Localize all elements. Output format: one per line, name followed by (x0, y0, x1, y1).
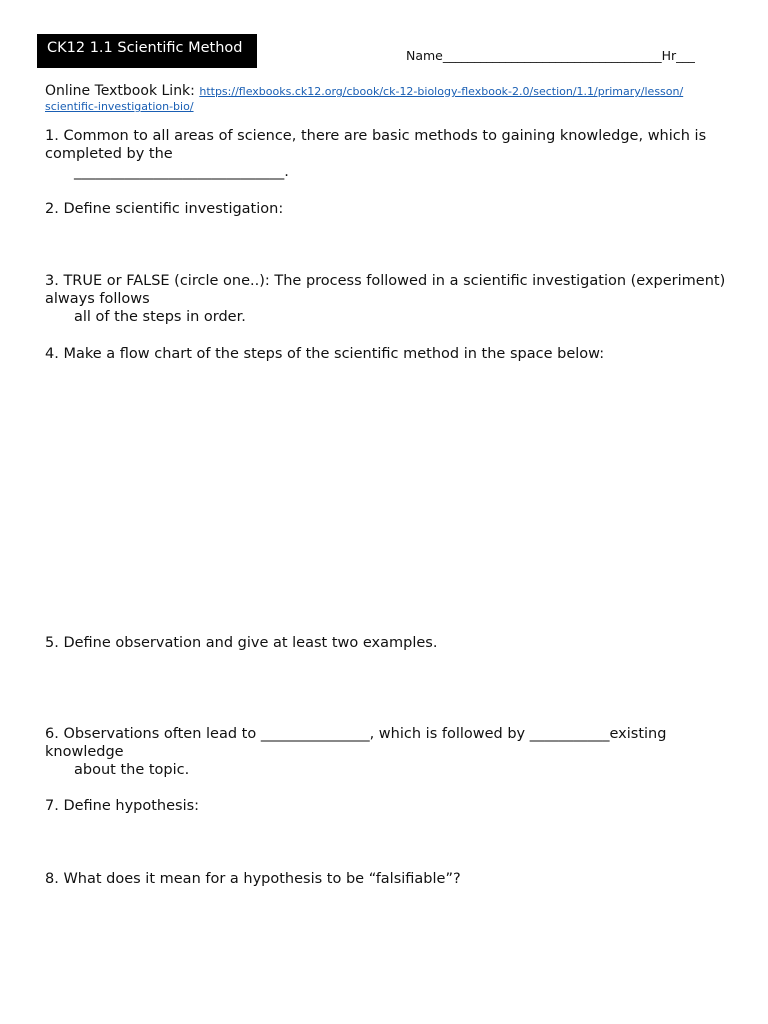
question-6-text: 6. Observations often lead to _______________, which is followed by ___________existing knowledge (45, 726, 667, 761)
question-7 (45, 797, 735, 815)
question-4-text: 4. Make a flow chart of the steps of the scientific method in the space below: (45, 346, 605, 362)
textbook-link-url-part1[interactable]: https://flexbooks.ck12.org/cbook/ck-12-biology-flexbook-2.0/section/1.1/primary/lesson/ (199, 85, 684, 98)
question-2-text: 2. Define scientific investigation: (45, 201, 284, 217)
name-hour-line: Name___________________________________Hr___ (406, 48, 695, 63)
question-5 (45, 634, 735, 652)
question-1-text: 1. Common to all areas of science, there are basic methods to gaining knowledge, which is completed by the (45, 128, 707, 163)
question-8-text: 8. What does it mean for a hypothesis to be “falsifiable”? (45, 871, 461, 887)
question-2 (45, 200, 735, 218)
question-4 (45, 345, 735, 363)
question-6 (45, 725, 735, 780)
worksheet-title: CK12 1.1 Scientific Method (47, 40, 243, 56)
question-7-text: 7. Define hypothesis: (45, 798, 200, 814)
question-6-continuation: about the topic. (74, 762, 190, 779)
question-3-text: 3. TRUE or FALSE (circle one..): The process followed in a scientific investigation (experiment) always follows (45, 273, 726, 308)
question-5-text: 5. Define observation and give at least two examples. (45, 635, 438, 651)
textbook-link-url-part2[interactable]: scientific-investigation-bio/ (45, 100, 194, 113)
textbook-link-block (45, 84, 725, 114)
title-banner (37, 34, 257, 68)
question-3 (45, 272, 735, 327)
question-1 (45, 127, 735, 182)
question-1-blank: _____________________________. (74, 164, 289, 181)
question-3-continuation: all of the steps in order. (74, 309, 246, 326)
textbook-link-label: Online Textbook Link: (45, 83, 200, 99)
question-8 (45, 870, 735, 888)
